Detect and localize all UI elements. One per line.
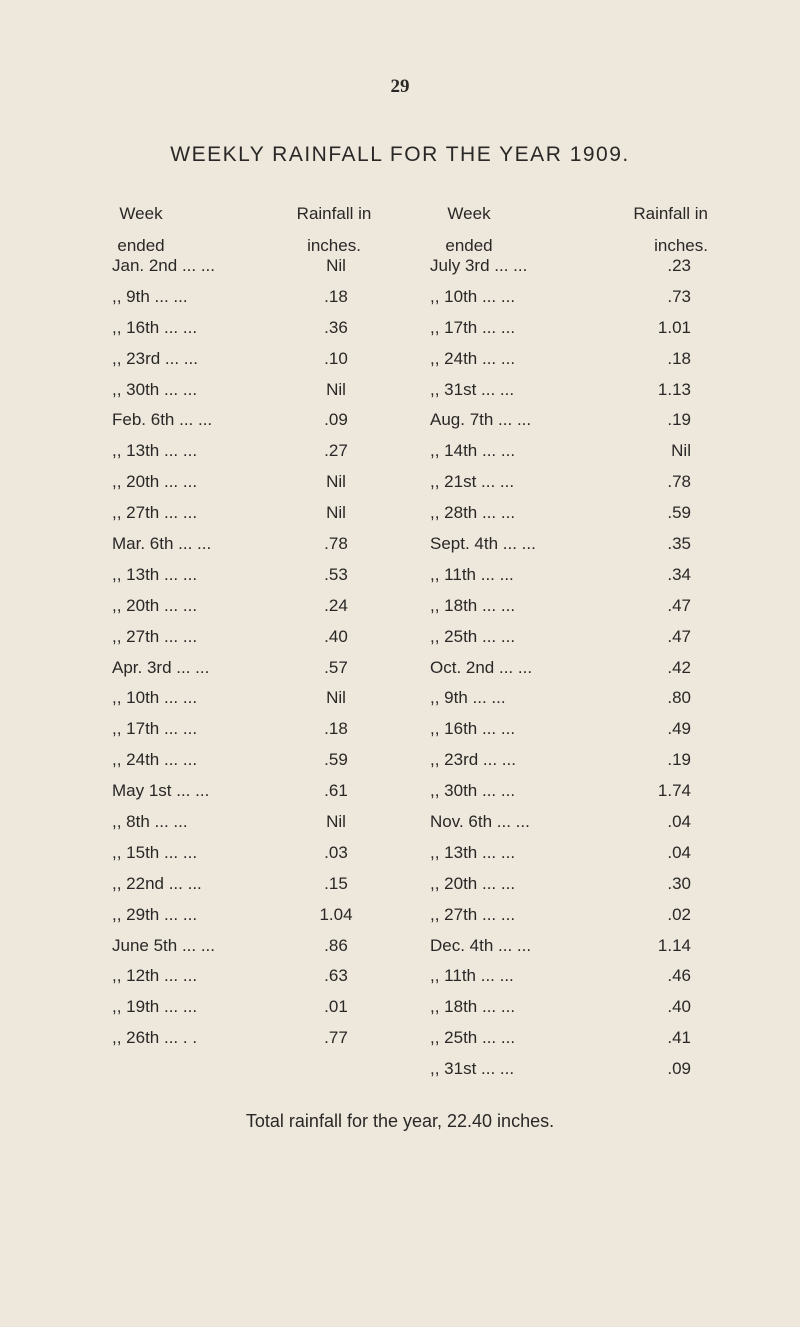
table-row: [0, 467, 800, 498]
table-row: [0, 900, 800, 931]
week-ended-left: ,, 30th ... ...: [112, 379, 198, 399]
week-ended-left: ,, 27th ... ...: [112, 503, 198, 523]
week-ended-right: ,, 9th ... ...: [430, 688, 506, 708]
rainfall-right: .34: [667, 564, 691, 584]
header-rainfall-right-line1: Rainfall in: [633, 204, 708, 223]
rainfall-right: .02: [667, 904, 691, 924]
rainfall-right: .41: [667, 1028, 691, 1048]
rainfall-left: .09: [324, 410, 348, 430]
week-ended-left: May 1st ... ...: [112, 781, 210, 801]
table-row: [0, 1023, 800, 1054]
rainfall-right: .04: [667, 812, 691, 832]
week-ended-left: ,, 27th ... ...: [112, 626, 198, 646]
week-ended-left: ,, 19th ... ...: [112, 997, 198, 1017]
table-row: [0, 344, 800, 375]
week-ended-right: ,, 18th ... ...: [430, 595, 516, 615]
rainfall-right: .49: [667, 719, 691, 739]
week-ended-right: ,, 28th ... ...: [430, 503, 516, 523]
week-ended-right: Dec. 4th ... ...: [430, 935, 532, 955]
week-ended-left: ,, 15th ... ...: [112, 842, 198, 862]
page-title: WEEKLY RAINFALL FOR THE YEAR 1909.: [170, 143, 630, 166]
header-rainfall-left-line1: Rainfall in: [296, 204, 372, 223]
rainfall-left: Nil: [326, 812, 346, 832]
table-row: [0, 653, 800, 684]
week-ended-left: ,, 20th ... ...: [112, 472, 198, 492]
rainfall-left: .40: [324, 626, 348, 646]
header-week-left-line1: Week: [119, 204, 163, 223]
rainfall-right: .78: [667, 472, 691, 492]
table-row: [0, 591, 800, 622]
table-row: [0, 436, 800, 467]
week-ended-right: ,, 18th ... ...: [430, 997, 516, 1017]
rainfall-left: .18: [324, 286, 348, 306]
week-ended-left: ,, 13th ... ...: [112, 564, 198, 584]
rainfall-left: Nil: [326, 688, 346, 708]
rainfall-right: 1.13: [657, 379, 691, 399]
rainfall-left: Nil: [326, 503, 346, 523]
week-ended-right: ,, 10th ... ...: [430, 286, 516, 306]
table-row: [0, 622, 800, 653]
table-row: [0, 869, 800, 900]
week-ended-right: ,, 21st ... ...: [430, 472, 515, 492]
week-ended-left: Mar. 6th ... ...: [112, 534, 212, 554]
table-row: [0, 375, 800, 406]
table-row: [0, 405, 800, 436]
week-ended-right: ,, 20th ... ...: [430, 873, 516, 893]
week-ended-left: Jan. 2nd ... ...: [112, 256, 216, 275]
rainfall-right: .09: [667, 1059, 691, 1079]
week-ended-left: June 5th ... ...: [112, 935, 216, 955]
week-ended-left: ,, 13th ... ...: [112, 441, 198, 461]
rainfall-left: .86: [324, 935, 348, 955]
rainfall-left: .57: [324, 657, 348, 677]
week-ended-right: ,, 30th ... ...: [430, 781, 516, 801]
week-ended-right: ,, 13th ... ...: [430, 842, 516, 862]
week-ended-left: Feb. 6th ... ...: [112, 410, 213, 430]
week-ended-left: ,, 16th ... ...: [112, 317, 198, 337]
week-ended-right: ,, 16th ... ...: [430, 719, 516, 739]
rainfall-right: .47: [667, 595, 691, 615]
rainfall-left: .01: [324, 997, 348, 1017]
rainfall-right: .19: [667, 410, 691, 430]
week-ended-left: ,, 29th ... ...: [112, 904, 198, 924]
rainfall-left: .61: [324, 781, 348, 801]
table-row: [0, 529, 800, 560]
week-ended-left: ,, 23rd ... ...: [112, 348, 198, 368]
week-ended-right: ,, 27th ... ...: [430, 904, 516, 924]
table-row: [0, 251, 800, 282]
rainfall-right: .80: [667, 688, 691, 708]
rainfall-right: .46: [667, 966, 691, 986]
rainfall-left: .10: [324, 348, 348, 368]
rainfall-right: .04: [667, 842, 691, 862]
week-ended-right: ,, 24th ... ...: [430, 348, 516, 368]
rainfall-left: .59: [324, 750, 348, 770]
table-row: [0, 313, 800, 344]
table-row: [0, 714, 800, 745]
week-ended-left: ,, 10th ... ...: [112, 688, 198, 708]
rainfall-right: .23: [667, 256, 691, 275]
week-ended-left: ,, 26th ... . .: [112, 1028, 198, 1048]
table-row: [0, 498, 800, 529]
week-ended-right: ,, 17th ... ...: [430, 317, 516, 337]
week-ended-left: ,, 12th ... ...: [112, 966, 198, 986]
week-ended-right: ,, 31st ... ...: [430, 379, 515, 399]
rainfall-left: Nil: [326, 472, 346, 492]
week-ended-left: ,, 20th ... ...: [112, 595, 198, 615]
rainfall-left: .27: [324, 441, 348, 461]
table-row: [0, 683, 800, 714]
week-ended-right: ,, 31st ... ...: [430, 1059, 515, 1079]
rainfall-left: .15: [324, 873, 348, 893]
week-ended-left: ,, 9th ... ...: [112, 286, 188, 306]
header-rainfall-right-line2: inches.: [654, 236, 708, 255]
rainfall-right: .59: [667, 503, 691, 523]
rainfall-left: .78: [324, 534, 348, 554]
week-ended-right: ,, 23rd ... ...: [430, 750, 516, 770]
week-ended-right: Oct. 2nd ... ...: [430, 657, 533, 677]
rainfall-left: .03: [324, 842, 348, 862]
rainfall-left: 1.04: [319, 904, 353, 924]
rainfall-right: 1.14: [657, 935, 691, 955]
table-row: [0, 961, 800, 992]
header-rainfall-left-line2: inches.: [307, 236, 361, 255]
rainfall-left: .63: [324, 966, 348, 986]
table-row: [0, 1054, 800, 1085]
rainfall-right: 1.01: [657, 317, 691, 337]
table-row: [0, 807, 800, 838]
table-row: [0, 282, 800, 313]
rainfall-left: .18: [324, 719, 348, 739]
week-ended-right: Sept. 4th ... ...: [430, 534, 536, 554]
header-week-right-line2: ended: [445, 236, 493, 255]
table-row: [0, 931, 800, 962]
week-ended-left: Apr. 3rd ... ...: [112, 657, 210, 677]
table-row: [0, 745, 800, 776]
week-ended-left: ,, 8th ... ...: [112, 812, 188, 832]
header-week-left-line2: ended: [117, 236, 165, 255]
rainfall-left: .77: [324, 1028, 348, 1048]
week-ended-right: ,, 14th ... ...: [430, 441, 516, 461]
header-week-right-line1: Week: [447, 204, 491, 223]
rainfall-left: .53: [324, 564, 348, 584]
week-ended-left: ,, 17th ... ...: [112, 719, 198, 739]
table-row: [0, 560, 800, 591]
week-ended-right: July 3rd ... ...: [430, 256, 528, 275]
page-number: 29: [390, 76, 410, 97]
week-ended-right: ,, 11th ... ...: [430, 564, 514, 584]
rainfall-table: [0, 251, 800, 1085]
rainfall-right: .35: [667, 534, 691, 554]
rainfall-right: .30: [667, 873, 691, 893]
week-ended-right: Aug. 7th ... ...: [430, 410, 532, 430]
total-rainfall: Total rainfall for the year, 22.40 inches.: [245, 1111, 555, 1131]
week-ended-left: ,, 22nd ... ...: [112, 873, 202, 893]
week-ended-right: ,, 11th ... ...: [430, 966, 514, 986]
rainfall-right: .42: [667, 657, 691, 677]
rainfall-left: Nil: [326, 256, 346, 275]
rainfall-right: .19: [667, 750, 691, 770]
week-ended-left: ,, 24th ... ...: [112, 750, 198, 770]
rainfall-right: .47: [667, 626, 691, 646]
rainfall-left: Nil: [326, 379, 346, 399]
rainfall-right: .40: [667, 997, 691, 1017]
rainfall-right: .18: [667, 348, 691, 368]
week-ended-right: Nov. 6th ... ...: [430, 812, 530, 832]
rainfall-left: .36: [324, 317, 348, 337]
table-row: [0, 776, 800, 807]
table-row: [0, 992, 800, 1023]
rainfall-right: 1.74: [657, 781, 691, 801]
week-ended-right: ,, 25th ... ...: [430, 626, 516, 646]
rainfall-left: .24: [324, 595, 348, 615]
table-row: [0, 838, 800, 869]
rainfall-right: .73: [667, 286, 691, 306]
rainfall-right: Nil: [671, 441, 691, 461]
week-ended-right: ,, 25th ... ...: [430, 1028, 516, 1048]
